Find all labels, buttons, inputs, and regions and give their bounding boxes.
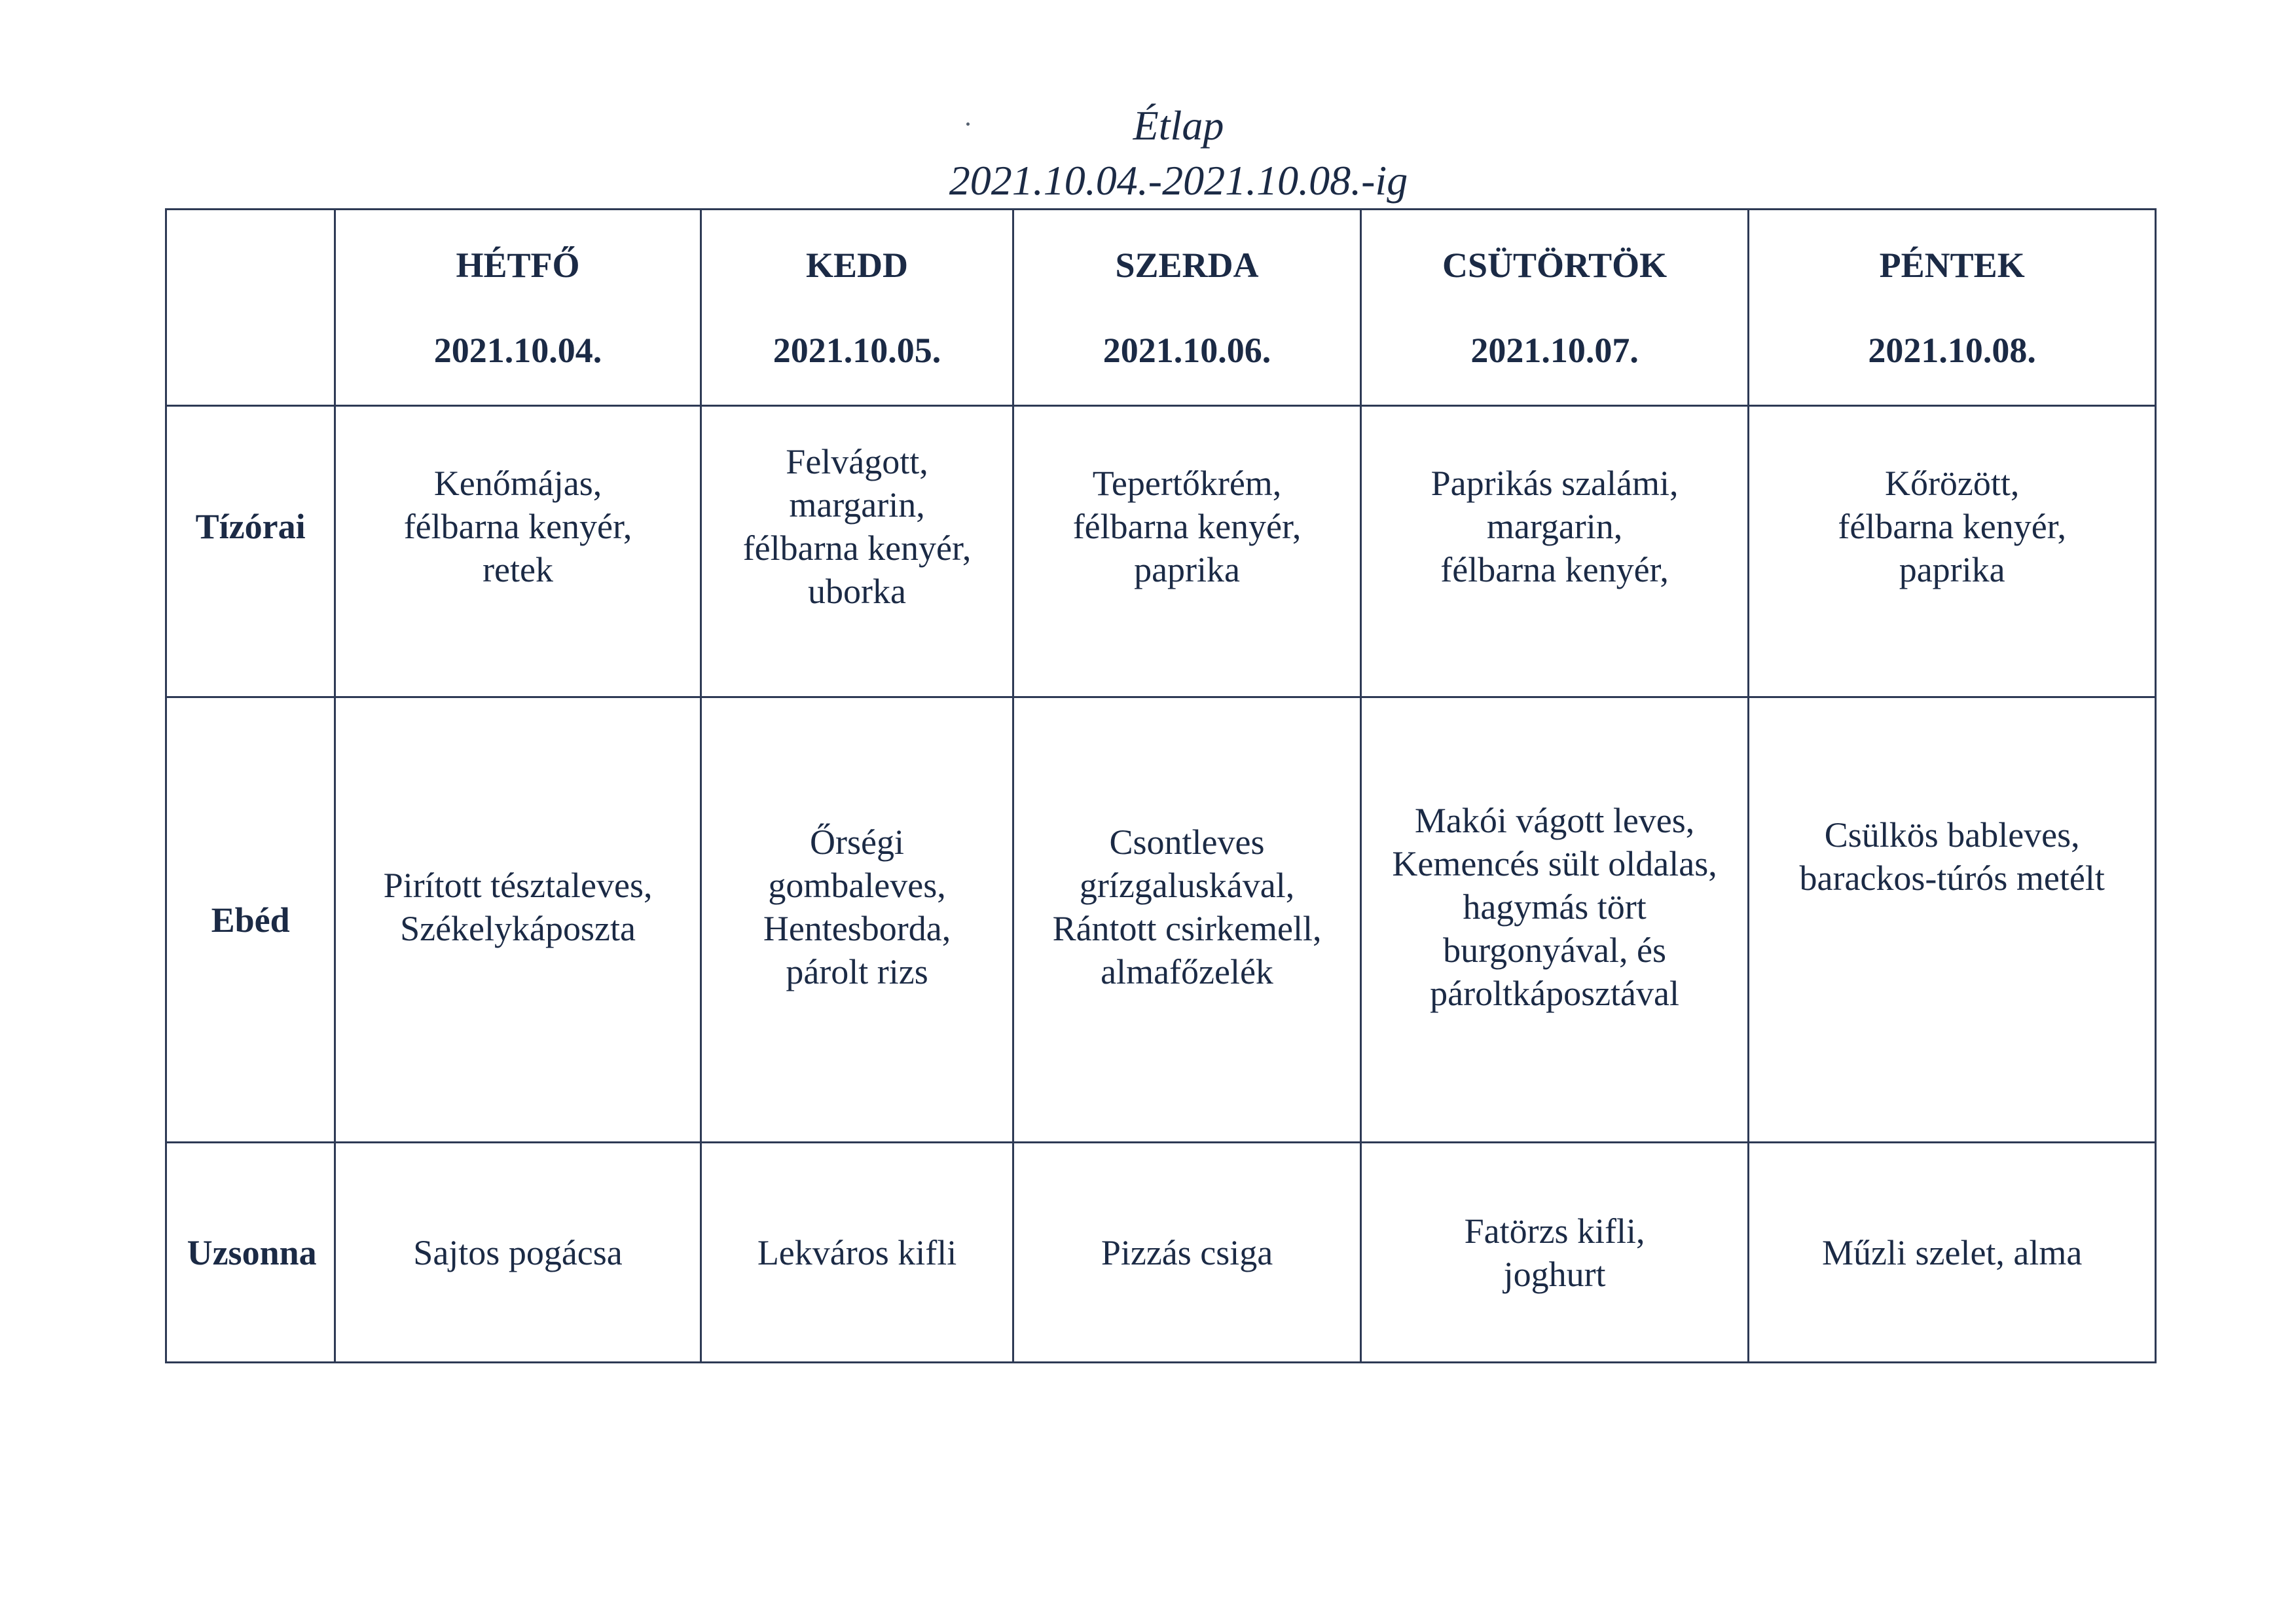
uzsonna-row	[166, 1143, 2156, 1363]
tizorai-row	[166, 406, 2156, 697]
uzsonna-cell-monday	[335, 1143, 701, 1363]
page-title: Étlap	[1133, 102, 1224, 149]
menu-item: Makói vágott leves, Kemencés sült oldalas, hagymás tört burgonyával, és pároltkáposztával	[1392, 800, 1717, 1013]
date-range: 2021.10.04.-2021.10.08.-ig	[949, 157, 1408, 204]
ebed-cell-wednesday	[1013, 697, 1361, 1143]
day-date: 2021.10.06.	[1102, 330, 1271, 370]
day-header-thursday	[1360, 210, 1749, 406]
meal-label-text: Uzsonna	[187, 1232, 317, 1272]
ebed-cell-monday	[335, 697, 701, 1143]
menu-item: Műzli szelet, alma	[1822, 1232, 2083, 1272]
corner-cell	[166, 210, 335, 406]
day-name: PÉNTEK	[1879, 245, 2025, 285]
day-header-tuesday	[701, 210, 1013, 406]
menu-item: Sajtos pogácsa	[413, 1232, 623, 1272]
header-row	[166, 210, 2156, 406]
menu-item: Pirított tésztaleves, Székelykáposzta	[383, 865, 653, 948]
menu-item: Fatörzs kifli, joghurt	[1464, 1211, 1645, 1294]
meal-label-ebed	[166, 697, 335, 1143]
day-name: CSÜTÖRTÖK	[1442, 245, 1667, 285]
menu-item: Felvágott, margarin, félbarna kenyér, uborka	[742, 442, 972, 611]
uzsonna-cell-thursday	[1360, 1143, 1749, 1363]
meal-label-uzsonna	[166, 1143, 335, 1363]
uzsonna-cell-wednesday	[1013, 1143, 1361, 1363]
menu-item: Lekváros kifli	[757, 1232, 957, 1272]
day-name: SZERDA	[1115, 245, 1259, 285]
day-date: 2021.10.05.	[773, 330, 941, 370]
day-header-monday	[335, 210, 701, 406]
day-date: 2021.10.07.	[1470, 330, 1639, 370]
meal-label-tizorai	[166, 406, 335, 697]
day-date: 2021.10.08.	[1868, 330, 2036, 370]
day-name: KEDD	[806, 245, 909, 285]
day-header-wednesday	[1013, 210, 1361, 406]
uzsonna-cell-friday	[1749, 1143, 2156, 1363]
tizorai-cell-thursday	[1360, 406, 1749, 697]
tizorai-cell-monday	[335, 406, 701, 697]
menu-item: Pizzás csiga	[1101, 1232, 1273, 1272]
menu-item: Őrségi gombaleves, Hentesborda, párolt rizs	[763, 822, 951, 991]
day-name: HÉTFŐ	[456, 245, 580, 285]
day-date: 2021.10.04.	[433, 330, 602, 370]
meal-label-text: Ebéd	[211, 900, 290, 940]
ebed-row	[166, 697, 2156, 1143]
tizorai-cell-tuesday	[701, 406, 1013, 697]
tizorai-cell-wednesday	[1013, 406, 1361, 697]
menu-item: Csülkös bableves, barackos-túrós metélt	[1799, 815, 2105, 898]
meal-label-text: Tízórai	[195, 507, 306, 546]
menu-item: Paprikás szalámi, margarin, félbarna kenyér,	[1430, 464, 1679, 589]
menu-item: Kenőmájas, félbarna kenyér, retek	[403, 464, 632, 589]
menu-item: Tepertőkrém, félbarna kenyér, paprika	[1072, 464, 1302, 589]
ebed-cell-thursday	[1360, 697, 1749, 1143]
tizorai-cell-friday	[1749, 406, 2156, 697]
ebed-cell-friday	[1749, 697, 2156, 1143]
uzsonna-cell-tuesday	[701, 1143, 1013, 1363]
weekly-menu-table	[165, 208, 2157, 1363]
menu-item: Csontleves grízgaluskával, Rántott csirkemell, almafőzelék	[1052, 822, 1322, 991]
menu-item: Kőrözött, félbarna kenyér, paprika	[1838, 464, 2066, 589]
day-header-friday	[1749, 210, 2156, 406]
ebed-cell-tuesday	[701, 697, 1013, 1143]
